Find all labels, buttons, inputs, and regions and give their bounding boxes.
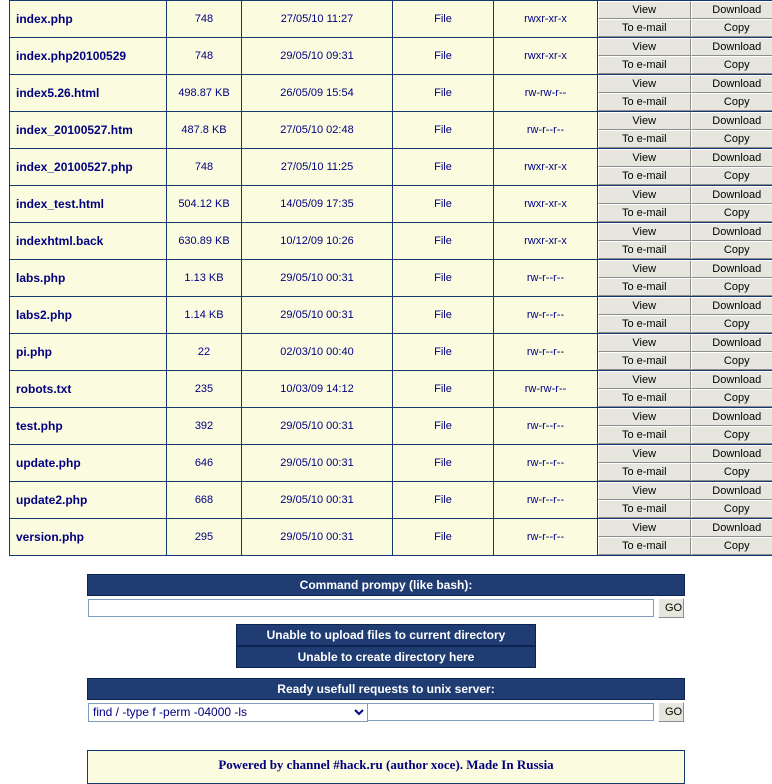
command-input[interactable] bbox=[88, 599, 654, 617]
file-permissions-cell: rw-rw-r-- bbox=[494, 75, 598, 112]
file-name-cell[interactable]: index.php20100529 bbox=[10, 38, 167, 75]
file-name-cell[interactable]: update2.php bbox=[10, 482, 167, 519]
download-button[interactable]: Download bbox=[691, 149, 772, 167]
file-size-cell: 1.14 KB bbox=[167, 297, 242, 334]
action-buttons bbox=[598, 371, 772, 407]
file-actions-cell bbox=[598, 371, 772, 408]
file-name-cell[interactable]: test.php bbox=[10, 408, 167, 445]
upload-status-message: Unable to upload files to current directory bbox=[236, 624, 536, 646]
file-date-cell: 29/05/10 00:31 bbox=[242, 519, 393, 556]
file-type-cell: File bbox=[393, 223, 494, 260]
file-actions-cell bbox=[598, 149, 772, 186]
file-type-cell: File bbox=[393, 519, 494, 556]
status-messages bbox=[0, 624, 772, 668]
copy-button[interactable]: Copy bbox=[691, 204, 772, 222]
file-permissions-cell: rw-r--r-- bbox=[494, 297, 598, 334]
file-name-cell[interactable]: update.php bbox=[10, 445, 167, 482]
file-type-cell: File bbox=[393, 38, 494, 75]
table-row bbox=[10, 371, 772, 408]
action-buttons bbox=[598, 482, 772, 518]
action-buttons bbox=[598, 297, 772, 333]
view-button[interactable]: View bbox=[598, 334, 691, 352]
copy-button[interactable]: Copy bbox=[691, 352, 772, 370]
view-button[interactable]: View bbox=[598, 445, 691, 463]
action-buttons bbox=[598, 445, 772, 481]
copy-button[interactable]: Copy bbox=[691, 167, 772, 185]
copy-button[interactable]: Copy bbox=[691, 56, 772, 74]
table-row bbox=[10, 334, 772, 371]
file-actions-cell bbox=[598, 75, 772, 112]
file-type-cell: File bbox=[393, 75, 494, 112]
copy-button[interactable]: Copy bbox=[691, 537, 772, 555]
copy-button[interactable]: Copy bbox=[691, 315, 772, 333]
action-buttons bbox=[598, 260, 772, 296]
file-name-cell[interactable]: pi.php bbox=[10, 334, 167, 371]
command-prompt-row bbox=[88, 598, 684, 618]
file-date-cell: 27/05/10 11:27 bbox=[242, 1, 393, 38]
action-buttons bbox=[598, 334, 772, 370]
file-date-cell: 02/03/10 00:40 bbox=[242, 334, 393, 371]
file-type-cell: File bbox=[393, 186, 494, 223]
action-buttons bbox=[598, 519, 772, 555]
file-size-cell: 748 bbox=[167, 149, 242, 186]
mkdir-status-message: Unable to create directory here bbox=[236, 646, 536, 668]
download-button[interactable]: Download bbox=[691, 38, 772, 56]
copy-button[interactable]: Copy bbox=[691, 19, 772, 37]
view-button[interactable]: View bbox=[598, 38, 691, 56]
to-email-button[interactable]: To e-mail bbox=[598, 389, 691, 407]
copy-button[interactable]: Copy bbox=[691, 278, 772, 296]
file-permissions-cell: rw-r--r-- bbox=[494, 482, 598, 519]
download-button[interactable]: Download bbox=[691, 260, 772, 278]
file-size-cell: 1.13 KB bbox=[167, 260, 242, 297]
file-size-cell: 392 bbox=[167, 408, 242, 445]
copy-button[interactable]: Copy bbox=[691, 463, 772, 481]
file-name-cell[interactable]: version.php bbox=[10, 519, 167, 556]
action-buttons bbox=[598, 149, 772, 185]
to-email-button[interactable]: To e-mail bbox=[598, 93, 691, 111]
file-actions-cell bbox=[598, 260, 772, 297]
download-button[interactable]: Download bbox=[691, 445, 772, 463]
download-button[interactable]: Download bbox=[691, 297, 772, 315]
view-button[interactable]: View bbox=[598, 371, 691, 389]
file-date-cell: 27/05/10 11:25 bbox=[242, 149, 393, 186]
command-prompt-title: Command prompy (like bash): bbox=[87, 574, 685, 596]
file-date-cell: 14/05/09 17:35 bbox=[242, 186, 393, 223]
to-email-button[interactable]: To e-mail bbox=[598, 426, 691, 444]
to-email-button[interactable]: To e-mail bbox=[598, 537, 691, 555]
file-actions-cell bbox=[598, 334, 772, 371]
to-email-button[interactable]: To e-mail bbox=[598, 167, 691, 185]
file-permissions-cell: rwxr-xr-x bbox=[494, 1, 598, 38]
view-button[interactable]: View bbox=[598, 112, 691, 130]
to-email-button[interactable]: To e-mail bbox=[598, 315, 691, 333]
file-size-cell: 646 bbox=[167, 445, 242, 482]
view-button[interactable]: View bbox=[598, 519, 691, 537]
file-type-cell: File bbox=[393, 445, 494, 482]
file-permissions-cell: rw-r--r-- bbox=[494, 112, 598, 149]
view-button[interactable]: View bbox=[598, 75, 691, 93]
file-type-cell: File bbox=[393, 371, 494, 408]
download-button[interactable]: Download bbox=[691, 408, 772, 426]
view-button[interactable]: View bbox=[598, 482, 691, 500]
file-size-cell: 668 bbox=[167, 482, 242, 519]
file-size-cell: 235 bbox=[167, 371, 242, 408]
to-email-button[interactable]: To e-mail bbox=[598, 204, 691, 222]
file-name-cell[interactable]: index_test.html bbox=[10, 186, 167, 223]
ready-requests-title: Ready usefull requests to unix server: bbox=[87, 678, 685, 700]
file-date-cell: 10/12/09 10:26 bbox=[242, 223, 393, 260]
file-actions-cell bbox=[598, 297, 772, 334]
to-email-button[interactable]: To e-mail bbox=[598, 130, 691, 148]
file-type-cell: File bbox=[393, 408, 494, 445]
file-size-cell: 295 bbox=[167, 519, 242, 556]
download-button[interactable]: Download bbox=[691, 1, 772, 19]
action-buttons bbox=[598, 1, 772, 37]
file-date-cell: 29/05/10 00:31 bbox=[242, 445, 393, 482]
action-buttons bbox=[598, 223, 772, 259]
file-name-cell[interactable]: labs2.php bbox=[10, 297, 167, 334]
file-actions-cell bbox=[598, 445, 772, 482]
command-go-button[interactable]: GO bbox=[658, 598, 684, 618]
view-button[interactable]: View bbox=[598, 260, 691, 278]
table-row bbox=[10, 38, 772, 75]
view-button[interactable]: View bbox=[598, 186, 691, 204]
ready-requests-row bbox=[88, 702, 684, 722]
file-name-cell[interactable]: index5.26.html bbox=[10, 75, 167, 112]
file-type-cell: File bbox=[393, 1, 494, 38]
file-actions-cell bbox=[598, 186, 772, 223]
file-type-cell: File bbox=[393, 260, 494, 297]
download-button[interactable]: Download bbox=[691, 371, 772, 389]
download-button[interactable]: Download bbox=[691, 75, 772, 93]
table-row bbox=[10, 149, 772, 186]
download-button[interactable]: Download bbox=[691, 186, 772, 204]
view-button[interactable]: View bbox=[598, 223, 691, 241]
file-actions-cell bbox=[598, 223, 772, 260]
action-buttons bbox=[598, 75, 772, 111]
to-email-button[interactable]: To e-mail bbox=[598, 463, 691, 481]
file-permissions-cell: rw-r--r-- bbox=[494, 519, 598, 556]
file-type-cell: File bbox=[393, 482, 494, 519]
table-row bbox=[10, 112, 772, 149]
ready-requests-select[interactable] bbox=[88, 703, 368, 722]
table-row bbox=[10, 445, 772, 482]
file-type-cell: File bbox=[393, 334, 494, 371]
table-row bbox=[10, 223, 772, 260]
file-size-cell: 630.89 KB bbox=[167, 223, 242, 260]
file-type-cell: File bbox=[393, 297, 494, 334]
file-name-cell[interactable]: index_20100527.php bbox=[10, 149, 167, 186]
table-row bbox=[10, 482, 772, 519]
file-permissions-cell: rwxr-xr-x bbox=[494, 38, 598, 75]
file-actions-cell bbox=[598, 38, 772, 75]
copy-button[interactable]: Copy bbox=[691, 500, 772, 518]
table-row bbox=[10, 519, 772, 556]
file-permissions-cell: rwxr-xr-x bbox=[494, 149, 598, 186]
file-date-cell: 29/05/10 00:31 bbox=[242, 408, 393, 445]
file-date-cell: 29/05/10 00:31 bbox=[242, 260, 393, 297]
file-type-cell: File bbox=[393, 112, 494, 149]
table-row bbox=[10, 186, 772, 223]
download-button[interactable]: Download bbox=[691, 482, 772, 500]
file-actions-cell bbox=[598, 1, 772, 38]
file-actions-cell bbox=[598, 112, 772, 149]
file-name-cell[interactable]: robots.txt bbox=[10, 371, 167, 408]
tools-panel bbox=[0, 574, 772, 784]
to-email-button[interactable]: To e-mail bbox=[598, 19, 691, 37]
ready-requests-section bbox=[86, 678, 686, 722]
file-actions-cell bbox=[598, 408, 772, 445]
table-row bbox=[10, 297, 772, 334]
file-permissions-cell: rw-rw-r-- bbox=[494, 371, 598, 408]
file-type-cell: File bbox=[393, 149, 494, 186]
copy-button[interactable]: Copy bbox=[691, 93, 772, 111]
action-buttons bbox=[598, 38, 772, 74]
file-listing-table bbox=[9, 0, 772, 556]
action-buttons bbox=[598, 186, 772, 222]
file-size-cell: 748 bbox=[167, 1, 242, 38]
download-button[interactable]: Download bbox=[691, 519, 772, 537]
copy-button[interactable]: Copy bbox=[691, 241, 772, 259]
file-name-cell[interactable]: labs.php bbox=[10, 260, 167, 297]
view-button[interactable]: View bbox=[598, 149, 691, 167]
to-email-button[interactable]: To e-mail bbox=[598, 500, 691, 518]
file-date-cell: 27/05/10 02:48 bbox=[242, 112, 393, 149]
view-button[interactable]: View bbox=[598, 408, 691, 426]
file-date-cell: 29/05/10 00:31 bbox=[242, 482, 393, 519]
copy-button[interactable]: Copy bbox=[691, 389, 772, 407]
table-row bbox=[10, 408, 772, 445]
copy-button[interactable]: Copy bbox=[691, 130, 772, 148]
file-date-cell: 26/05/09 15:54 bbox=[242, 75, 393, 112]
footer-credit: Powered by channel #hack.ru (author xoce). Made In Russia bbox=[87, 750, 685, 784]
to-email-button[interactable]: To e-mail bbox=[598, 278, 691, 296]
file-date-cell: 29/05/10 09:31 bbox=[242, 38, 393, 75]
file-permissions-cell: rw-r--r-- bbox=[494, 260, 598, 297]
table-row bbox=[10, 75, 772, 112]
download-button[interactable]: Download bbox=[691, 334, 772, 352]
to-email-button[interactable]: To e-mail bbox=[598, 241, 691, 259]
ready-requests-filler bbox=[368, 703, 654, 721]
file-size-cell: 22 bbox=[167, 334, 242, 371]
download-button[interactable]: Download bbox=[691, 223, 772, 241]
command-prompt-section bbox=[86, 574, 686, 618]
file-size-cell: 748 bbox=[167, 38, 242, 75]
file-date-cell: 29/05/10 00:31 bbox=[242, 297, 393, 334]
file-permissions-cell: rw-r--r-- bbox=[494, 334, 598, 371]
file-actions-cell bbox=[598, 519, 772, 556]
action-buttons bbox=[598, 408, 772, 444]
file-size-cell: 487.8 KB bbox=[167, 112, 242, 149]
file-table-body bbox=[10, 1, 772, 556]
ready-requests-go-button[interactable]: GO bbox=[658, 702, 684, 722]
to-email-button[interactable]: To e-mail bbox=[598, 56, 691, 74]
download-button[interactable]: Download bbox=[691, 112, 772, 130]
view-button[interactable]: View bbox=[598, 297, 691, 315]
file-date-cell: 10/03/09 14:12 bbox=[242, 371, 393, 408]
copy-button[interactable]: Copy bbox=[691, 426, 772, 444]
file-size-cell: 504.12 KB bbox=[167, 186, 242, 223]
file-name-cell[interactable]: index.php bbox=[10, 1, 167, 38]
file-name-cell[interactable]: indexhtml.back bbox=[10, 223, 167, 260]
file-name-cell[interactable]: index_20100527.htm bbox=[10, 112, 167, 149]
file-permissions-cell: rw-r--r-- bbox=[494, 445, 598, 482]
table-row bbox=[10, 260, 772, 297]
table-row bbox=[10, 1, 772, 38]
file-permissions-cell: rwxr-xr-x bbox=[494, 186, 598, 223]
file-size-cell: 498.87 KB bbox=[167, 75, 242, 112]
file-actions-cell bbox=[598, 482, 772, 519]
file-permissions-cell: rwxr-xr-x bbox=[494, 223, 598, 260]
file-permissions-cell: rw-r--r-- bbox=[494, 408, 598, 445]
to-email-button[interactable]: To e-mail bbox=[598, 352, 691, 370]
view-button[interactable]: View bbox=[598, 1, 691, 19]
action-buttons bbox=[598, 112, 772, 148]
